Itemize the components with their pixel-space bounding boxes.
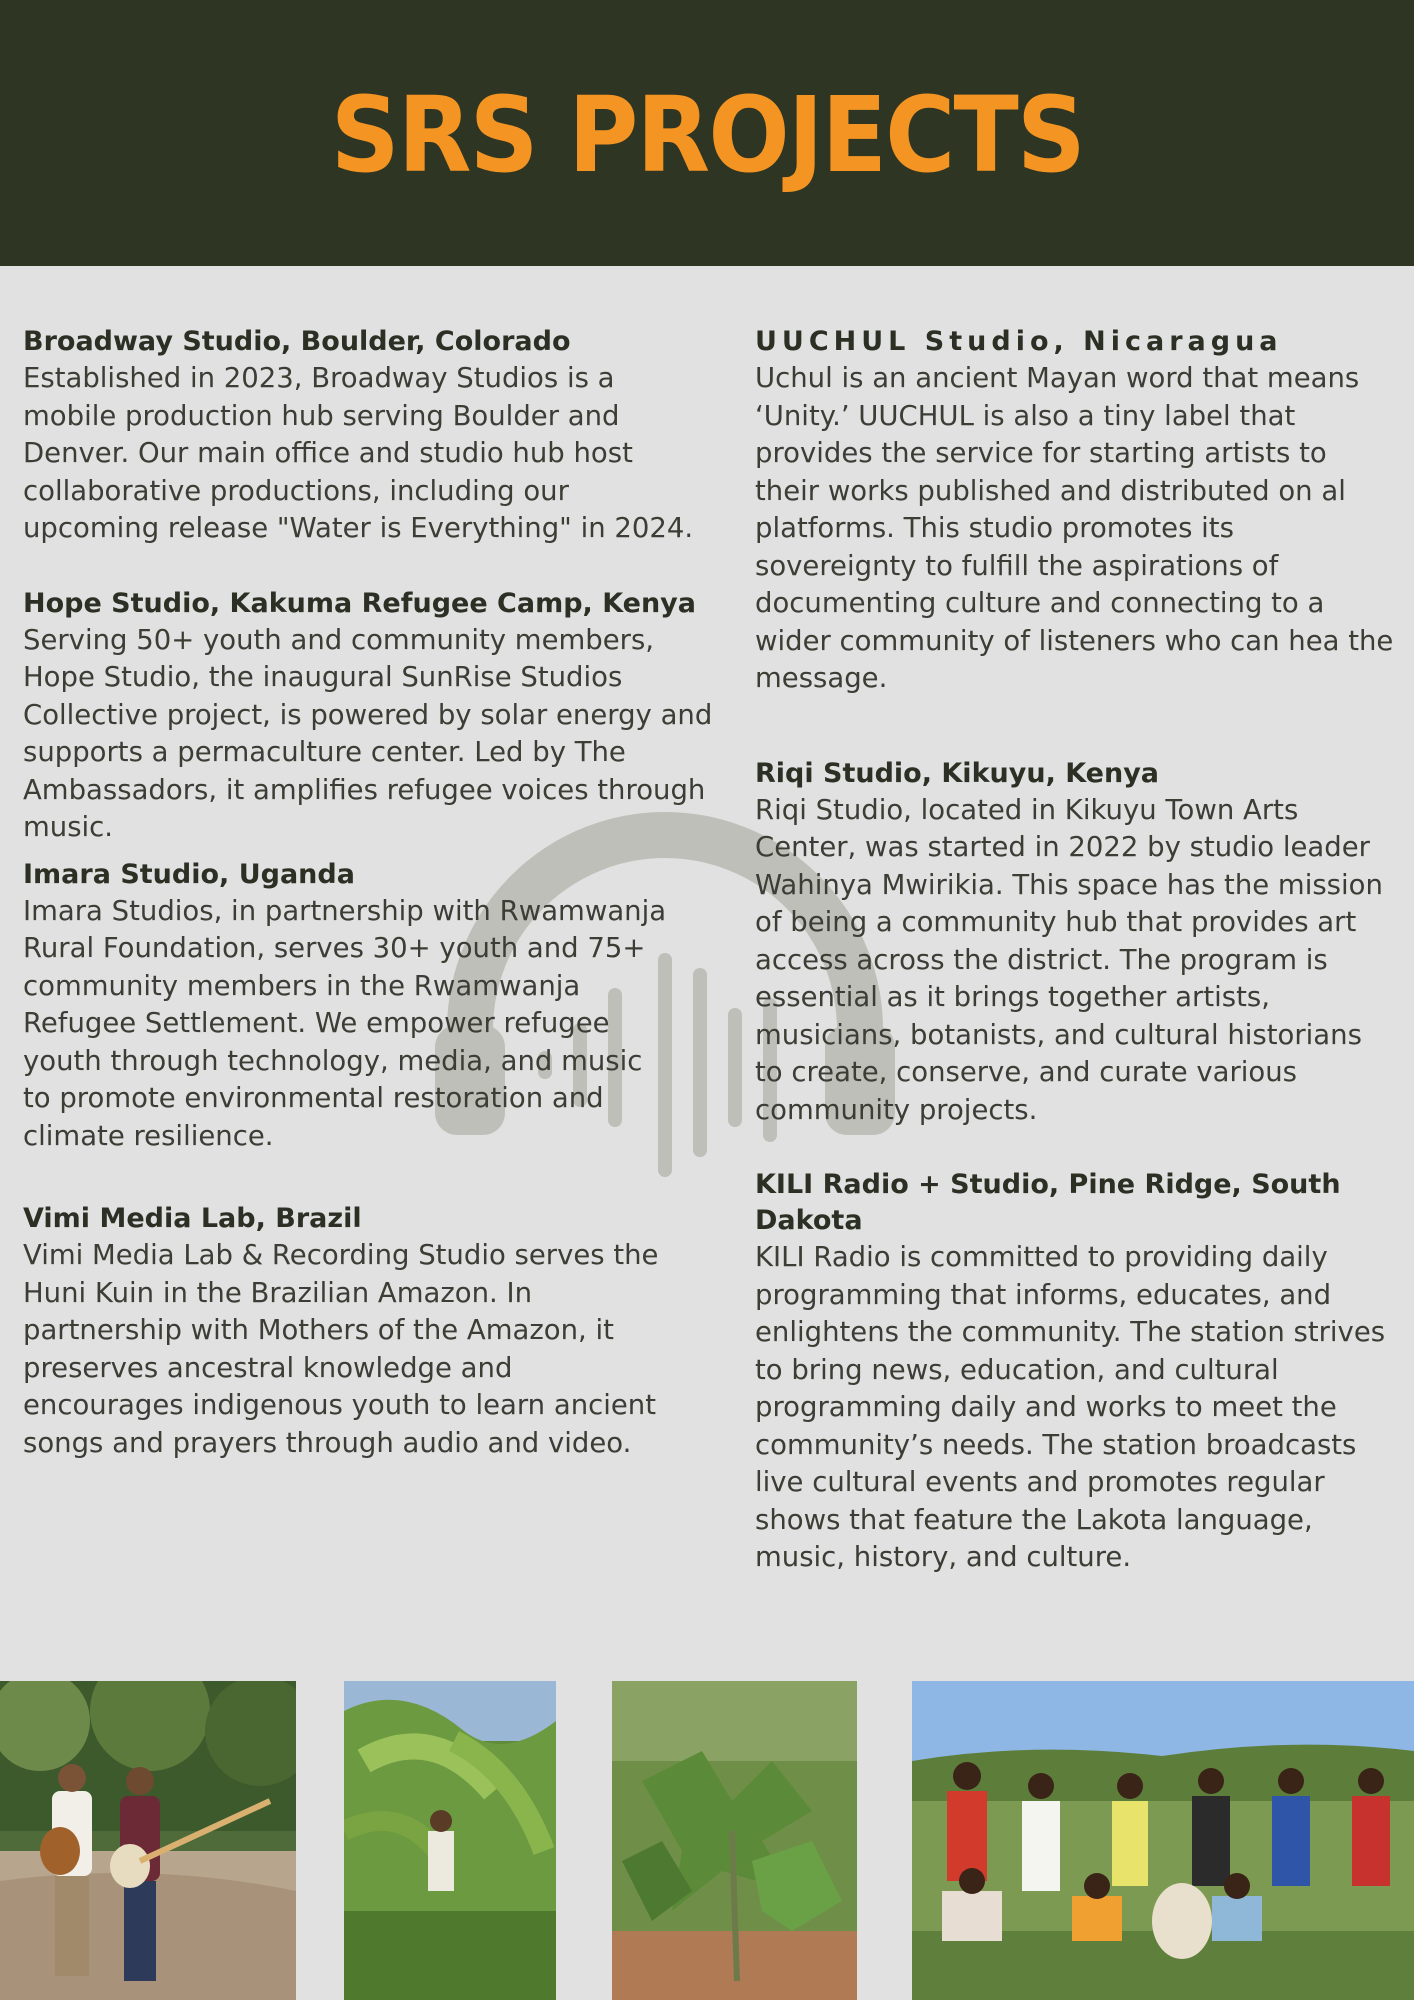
project-vimi (23, 1201, 723, 1462)
project-body: Serving 50+ youth and community members, Hope Studio, the inaugural SunRise Studios Collective project, is powered by solar energy and supports a permaculture center. Led by The Ambassadors, it amplifies refugee voices through music. (23, 623, 713, 843)
project-heading: Broadway Studio, Boulder, Colorado (23, 326, 571, 357)
photo-strip (0, 1681, 1414, 2000)
project-heading: Imara Studio, Uganda (23, 858, 355, 890)
project-heading: Vimi Media Lab, Brazil (23, 1203, 362, 1234)
project-imara (23, 857, 723, 1156)
project-body: Riqi Studio, located in Kikuyu Town Arts Center, was started in 2022 by studio leader Wahinya Mwirikia. This space has the mission of being a community hub that provides art access across the district. The program is essential as it brings together artists, musicians, botanists, and cultural historians to create, conserve, and curate various community projects. (755, 793, 1383, 1126)
project-body: Uchul is an ancient Mayan word that means ‘Unity.’ UUCHUL is also a tiny label that provides the service for starting artists to their works published and distributed on al platforms. This studio promotes its sovereignty to fulfill the aspirations of documenting culture and connecting to a wider community of listeners who can hea the message. (755, 362, 1394, 694)
project-kili (755, 1167, 1395, 1577)
project-heading: KILI Radio + Studio, Pine Ridge, South Dakota (755, 1169, 1341, 1236)
project-heading: Riqi Studio, Kikuyu, Kenya (755, 757, 1160, 789)
photo-musicians (0, 1681, 296, 2000)
left-column (23, 320, 723, 1462)
project-body: KILI Radio is committed to providing daily programming that informs, educates, and enlightens the community. The station strives to bring news, education, and cultural programming daily and works to meet the community’s needs. The station broadcasts live cultural events and promotes regular shows that feature the Lakota language, music, history, and culture. (755, 1241, 1386, 1573)
project-heading: Hope Studio, Kakuma Refugee Camp, Kenya (23, 587, 696, 619)
photo-youth-group (912, 1681, 1414, 2000)
project-heading: UUCHUL Studio, Nicaragua (755, 326, 1283, 357)
project-body: Established in 2023, Broadway Studios is a mobile production hub serving Boulder and Denver. Our main office and studio hub host collaborative productions, including our upcoming release "Water is Everything" in 2024. (23, 362, 694, 544)
project-uuchul (755, 324, 1395, 698)
project-body: Vimi Media Lab & Recording Studio serves the Huni Kuin in the Brazilian Amazon. In partnership with Mothers of the Amazon, it preserves ancestral knowledge and encourages indigenous youth to learn ancient songs and prayers through audio and video. (23, 1239, 659, 1459)
page-title: SRS PROJECTS (330, 74, 1084, 196)
project-broadway (23, 324, 723, 548)
page-header (0, 0, 1414, 266)
project-hope (23, 586, 723, 847)
project-riqi (755, 756, 1395, 1130)
project-body: Imara Studios, in partnership with Rwamwanja Rural Foundation, serves 30+ youth and 75+ community members in the Rwamwanja Refugee Settlement. We empower refugee youth through technology, media, and music to promote environmental restoration and climate resilience. (23, 894, 667, 1152)
photo-banana-plants (344, 1681, 556, 2000)
right-column (755, 320, 1395, 1577)
photo-papaya-plant (612, 1681, 857, 2000)
